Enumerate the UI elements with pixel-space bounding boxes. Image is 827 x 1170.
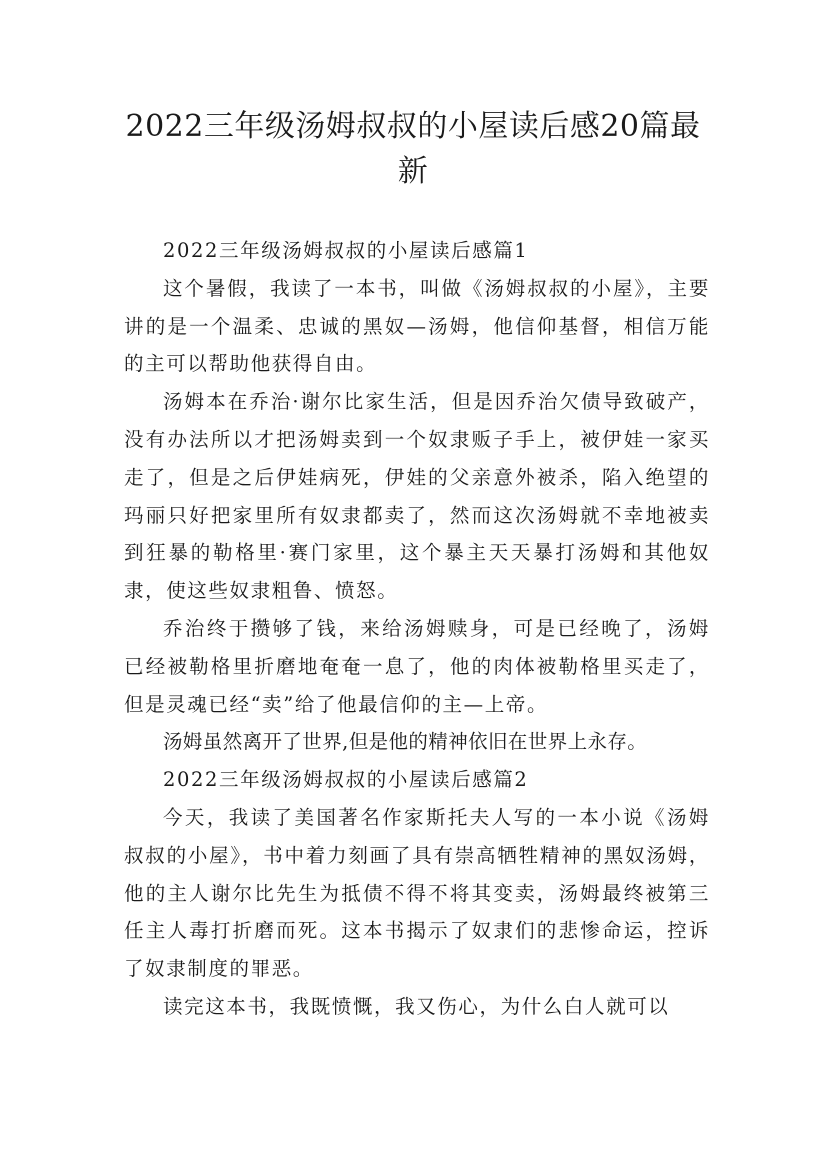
paragraph: 汤姆本在乔治·谢尔比家生活，但是因乔治欠债导致破产，没有办法所以才把汤姆卖到一个奴隶贩子手上，被伊娃一家买走了，但是之后伊娃病死，伊娃的父亲意外被杀，陷入绝望的玛丽只好把家里所有奴隶都卖了，然而这次汤姆就不幸地被卖到狂暴的勒格里·赛门家里，这个暴主天天暴打汤姆和其他奴隶，使这些奴隶粗鲁、愤怒。	[124, 390, 710, 603]
paragraph: 汤姆虽然离开了世界,但是他的精神依旧在世界上永存。	[163, 730, 648, 754]
section-heading-1: 2022三年级汤姆叔叔的小屋读后感篇1	[163, 239, 529, 262]
paragraph: 乔治终于攒够了钱，来给汤姆赎身，可是已经晚了，汤姆已经被勒格里折磨地奄奄一息了，他的肉体被勒格里买走了，但是灵魂已经“卖”给了他最信仰的主—上帝。	[124, 616, 710, 716]
section-heading-2: 2022三年级汤姆叔叔的小屋读后感篇2	[163, 768, 529, 792]
document-title: 2022三年级汤姆叔叔的小屋读后感20篇最新	[125, 109, 701, 189]
paragraph: 这个暑假，我读了一本书，叫做《汤姆叔叔的小屋》，主要讲的是一个温柔、忠诚的黑奴—汤姆，他信仰基督，相信万能的主可以帮助他获得自由。	[124, 276, 710, 376]
document-body	[124, 232, 710, 1026]
paragraph: 今天，我读了美国著名作家斯托夫人写的一本小说《汤姆叔叔的小屋》，书中着力刻画了具有崇高牺牲精神的黑奴汤姆，他的主人谢尔比先生为抵债不得不将其变卖，汤姆最终被第三任主人毒打折磨而死。这本书揭示了奴隶们的悲惨命运，控诉了奴隶制度的罪恶。	[124, 805, 710, 981]
paragraph: 读完这本书，我既愤慨，我又伤心，为什么白人就可以	[163, 994, 670, 1018]
